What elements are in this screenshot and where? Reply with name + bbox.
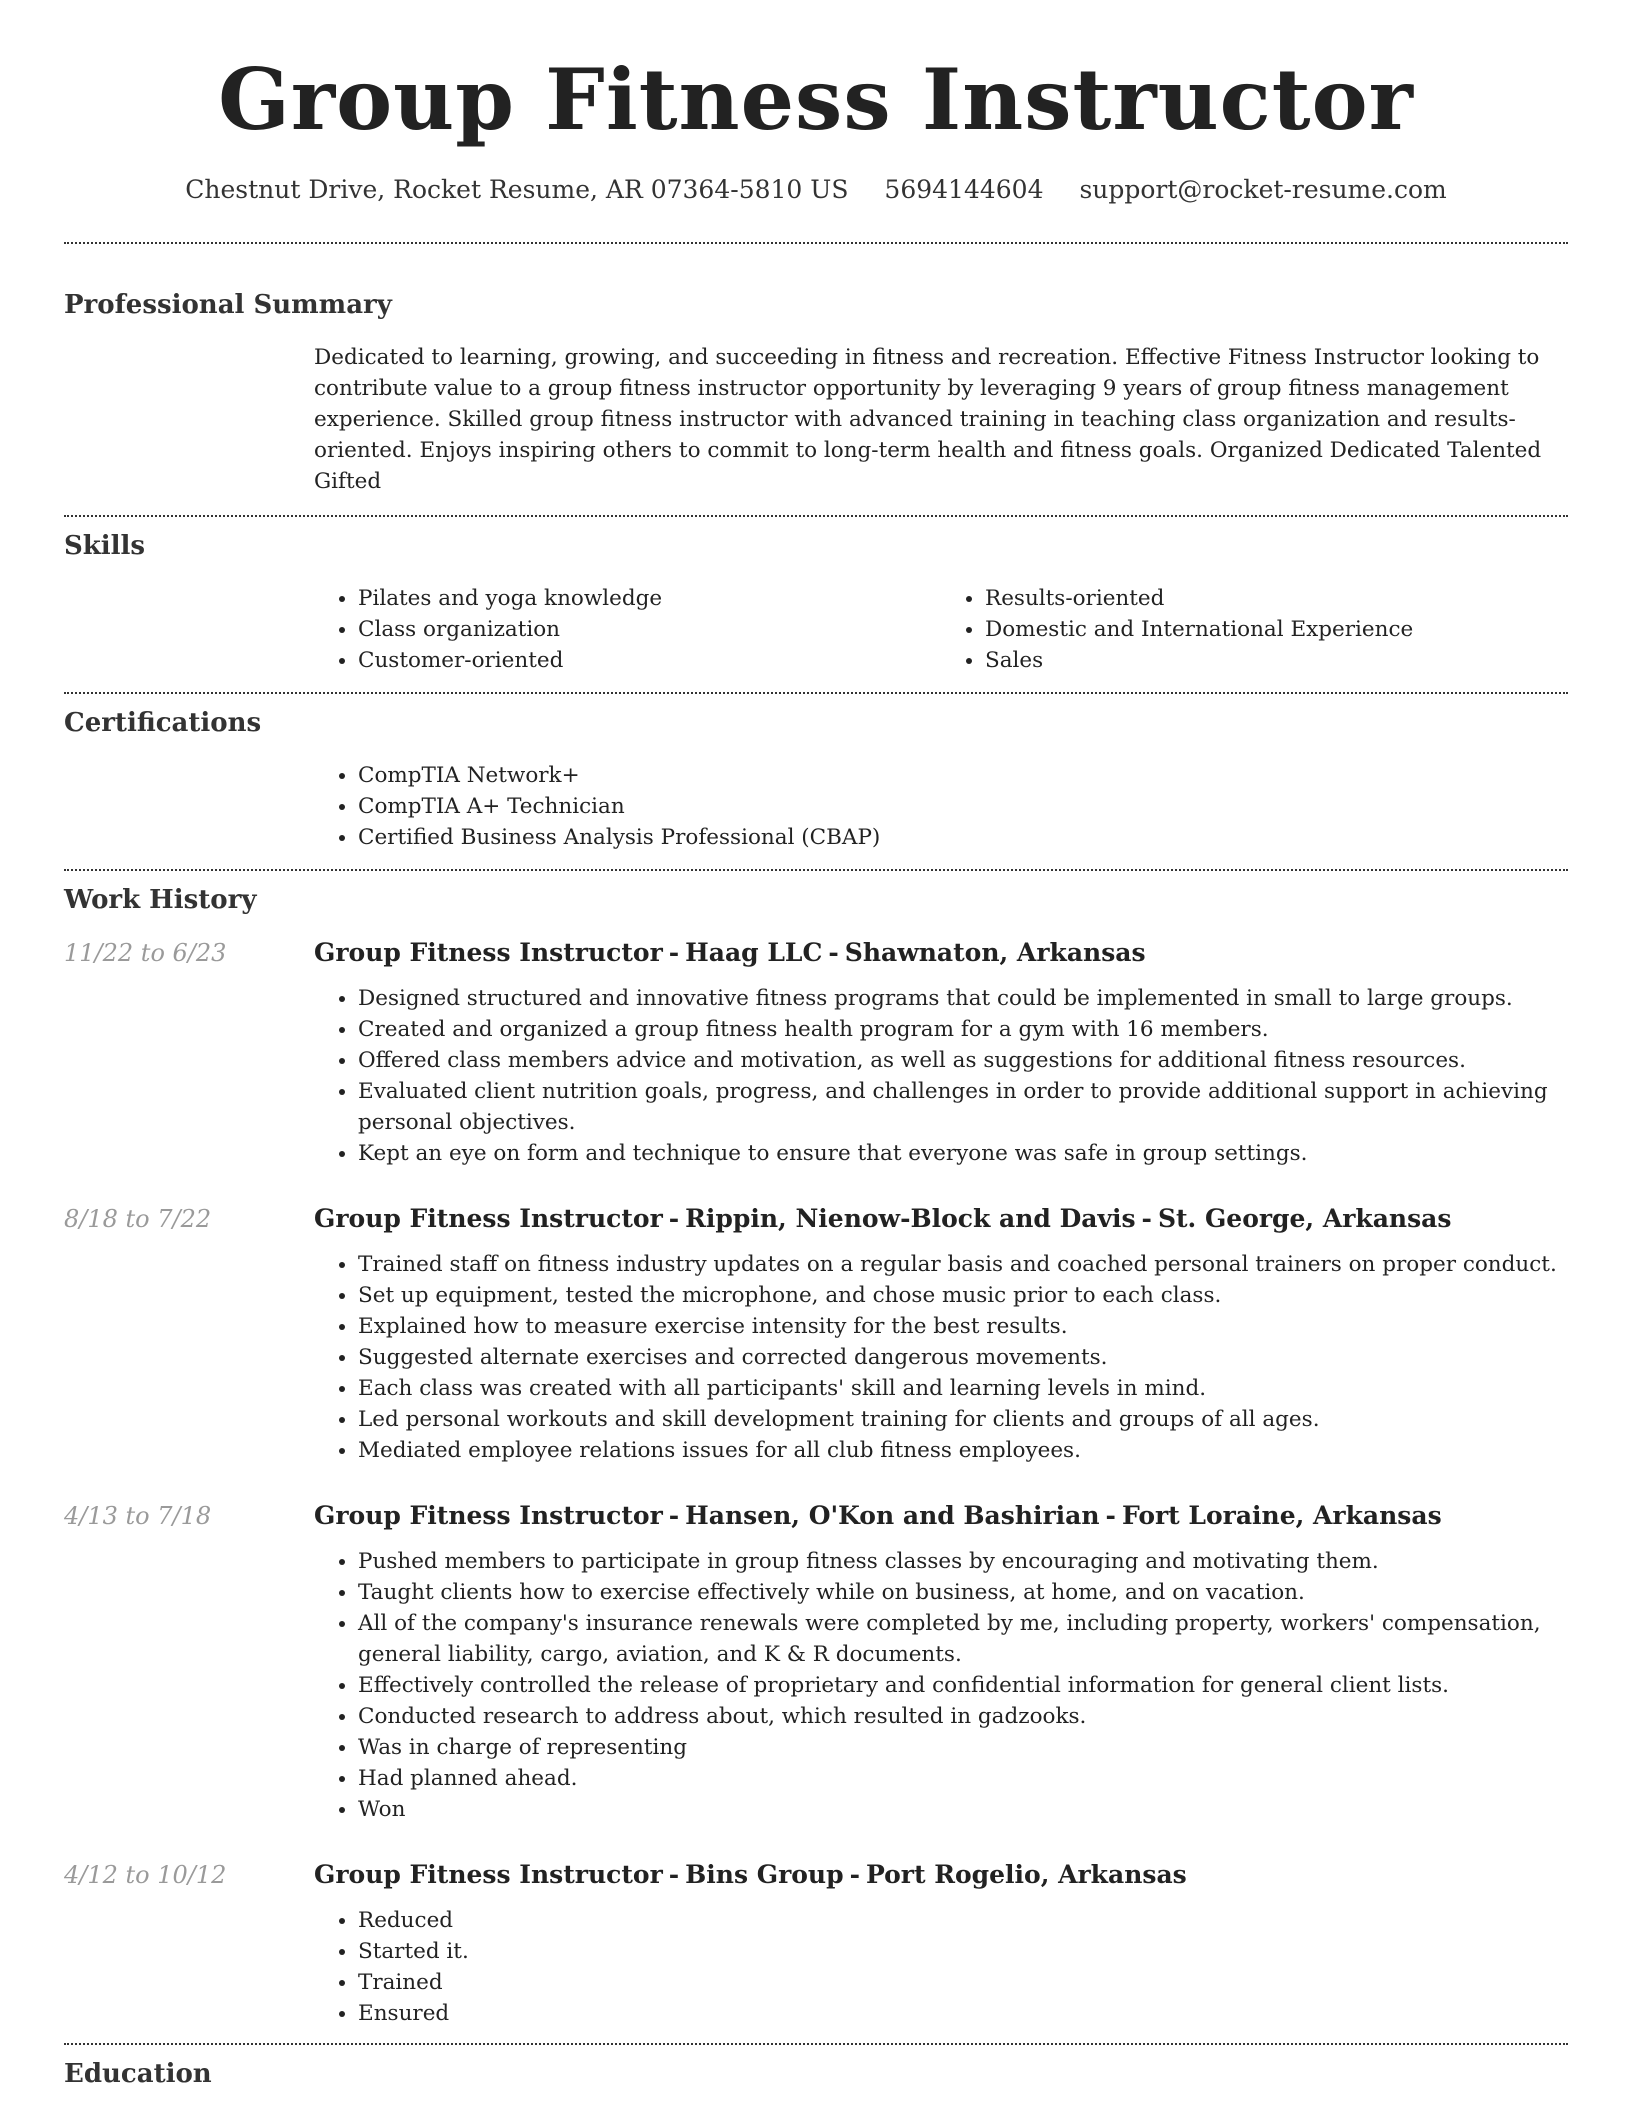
job-bullet: • All of the company's insurance renewals were completed by me, including property, workers' compensation, general liability, cargo, aviation, and K & R documents.: [358, 1608, 1568, 1670]
skill-item: • Pilates and yoga knowledge: [358, 583, 941, 614]
job-company: Hansen, O'Kon and Bashirian: [685, 1501, 1100, 1530]
summary-section: [0, 244, 1632, 515]
job-dates: 8/18 to 7/22: [64, 1205, 212, 1233]
contact-address: Chestnut Drive, Rocket Resume, AR 07364-5810 US: [185, 175, 849, 204]
job-bullet: • Reduced: [358, 1905, 1568, 1936]
job-bullet: • Created and organized a group fitness health program for a gym with 16 members.: [358, 1014, 1568, 1045]
job-bullet: • Was in charge of representing: [358, 1732, 1568, 1763]
section-title-work-history: Work History: [64, 885, 257, 915]
skill-item: • Customer-oriented: [358, 645, 941, 676]
job-bullet: • Each class was created with all participants' skill and learning levels in mind.: [358, 1373, 1568, 1404]
job-bullet: • Led personal workouts and skill development training for clients and groups of all ages.: [358, 1404, 1568, 1435]
job-location: Fort Loraine, Arkansas: [1121, 1501, 1442, 1530]
contact-email[interactable]: support@rocket-resume.com: [1079, 175, 1447, 204]
job-bullet: • Kept an eye on form and technique to ensure that everyone was safe in group settings.: [358, 1138, 1568, 1169]
job-dates: 4/12 to 10/12: [64, 1861, 227, 1889]
job-location: Shawnaton, Arkansas: [844, 938, 1146, 967]
job-bullet: • Designed structured and innovative fitness programs that could be implemented in small to large groups.: [358, 983, 1568, 1014]
job-bullet: • Had planned ahead.: [358, 1763, 1568, 1794]
job-dates: 11/22 to 6/23: [64, 939, 227, 967]
section-title-certifications: Certifications: [64, 708, 262, 738]
job-bullet: • Ensured: [358, 1998, 1568, 2029]
section-title-summary: Professional Summary: [64, 290, 392, 320]
job-bullet: • Trained staff on fitness industry updates on a regular basis and coached personal trainers on proper conduct.: [358, 1249, 1568, 1280]
job-bullets: [314, 983, 1568, 1169]
certification-item: • Certified Business Analysis Professional (CBAP): [358, 822, 1568, 853]
section-title-skills: Skills: [64, 531, 146, 561]
job-bullet: • Effectively controlled the release of proprietary and confidential information for general client lists.: [358, 1670, 1568, 1701]
job-company: Rippin, Nienow-Block and Davis: [685, 1204, 1136, 1233]
skills-list-right: [941, 583, 1568, 676]
section-title-education: Education: [64, 2059, 212, 2089]
contact-phone: 5694144604: [884, 175, 1044, 204]
job-bullet: • Conducted research to address about, which resulted in gadzooks.: [358, 1701, 1568, 1732]
job-bullet: • Suggested alternate exercises and corrected dangerous movements.: [358, 1342, 1568, 1373]
skill-item: • Results-oriented: [985, 583, 1568, 614]
job-role: Group Fitness Instructor: [314, 1860, 663, 1889]
resume-header: [0, 0, 1632, 206]
job-title: Group Fitness Instructor - Bins Group - Port Rogelio, Arkansas: [314, 1860, 1187, 1889]
job-bullet: • Taught clients how to exercise effectively while on business, at home, and on vacation.: [358, 1577, 1568, 1608]
job-role: Group Fitness Instructor: [314, 938, 663, 967]
job-bullet: • Evaluated client nutrition goals, progress, and challenges in order to provide additional support in achieving personal objectives.: [358, 1076, 1568, 1138]
job-entry: [64, 1859, 1568, 2043]
skill-item: • Class organization: [358, 614, 941, 645]
job-company: Bins Group: [685, 1860, 844, 1889]
job-company: Haag LLC: [685, 938, 823, 967]
certification-item: • CompTIA Network+: [358, 760, 1568, 791]
job-title: Group Fitness Instructor - Hansen, O'Kon and Bashirian - Fort Loraine, Arkansas: [314, 1501, 1442, 1530]
job-bullet: • Mediated employee relations issues for all club fitness employees.: [358, 1435, 1568, 1466]
job-title: Group Fitness Instructor - Rippin, Nienow-Block and Davis - St. George, Arkansas: [314, 1204, 1452, 1233]
job-bullets: [314, 1546, 1568, 1825]
job-bullets: [314, 1905, 1568, 2029]
job-bullet: • Trained: [358, 1967, 1568, 1998]
job-bullet: • Set up equipment, tested the microphone, and chose music prior to each class.: [358, 1280, 1568, 1311]
education-section: [0, 2045, 1632, 2091]
contact-line: [0, 174, 1632, 206]
job-bullet: • Won: [358, 1794, 1568, 1825]
skill-item: • Sales: [985, 645, 1568, 676]
job-bullets: [314, 1249, 1568, 1466]
skill-item: • Domestic and International Experience: [985, 614, 1568, 645]
job-role: Group Fitness Instructor: [314, 1204, 663, 1233]
job-location: St. George, Arkansas: [1157, 1204, 1452, 1233]
job-entry: [64, 937, 1568, 1169]
job-bullet: • Pushed members to participate in group fitness classes by encouraging and motivating them.: [358, 1546, 1568, 1577]
job-bullet: • Started it.: [358, 1936, 1568, 1967]
skills-section: [0, 517, 1632, 692]
job-bullet: • Offered class members advice and motivation, as well as suggestions for additional fitness resources.: [358, 1045, 1568, 1076]
certifications-section: [0, 694, 1632, 869]
job-entry: [64, 1500, 1568, 1825]
candidate-name: Group Fitness Instructor: [218, 50, 1414, 149]
job-location: Port Rogelio, Arkansas: [865, 1860, 1187, 1889]
skills-list-left: [314, 583, 941, 676]
certifications-list: [314, 760, 1568, 853]
job-title: Group Fitness Instructor - Haag LLC - Shawnaton, Arkansas: [314, 938, 1146, 967]
job-role: Group Fitness Instructor: [314, 1501, 663, 1530]
job-entry: [64, 1203, 1568, 1466]
job-bullet: • Explained how to measure exercise intensity for the best results.: [358, 1311, 1568, 1342]
certification-item: • CompTIA A+ Technician: [358, 791, 1568, 822]
work-history-section: [0, 871, 1632, 2043]
summary-text: Dedicated to learning, growing, and succeeding in fitness and recreation. Effective Fitness Instructor looking to contribute value to a group fitness instructor opportunity by leveraging 9 years of group fitness management experience. Skilled group fitness instructor with advanced training in teaching class organization and results-oriented. Enjoys inspiring others to commit to long-term health and fitness goals. Organized Dedicated Talented Gifted: [314, 345, 1542, 494]
job-dates: 4/13 to 7/18: [64, 1502, 212, 1530]
